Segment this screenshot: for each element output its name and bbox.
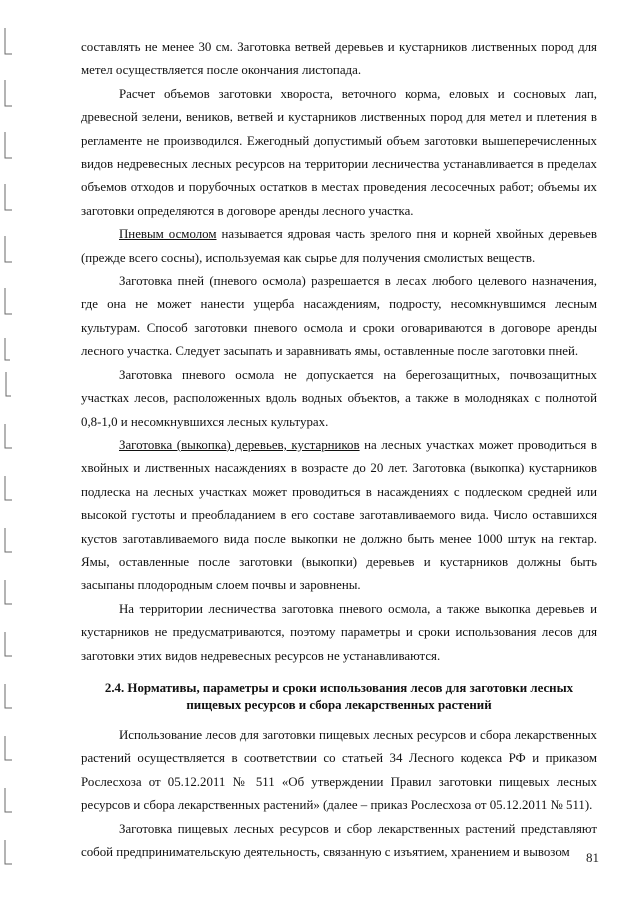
term-zagotovka-vykopka: Заготовка (выкопка) деревьев, кустарников [119, 437, 360, 452]
term-pnevoy-osmol: Пневым осмолом [119, 227, 217, 242]
section-heading [81, 680, 597, 714]
paragraph-4: Заготовка пней (пневого осмола) разрешается в лесах любого целевого назначения, где она не может нанести ущерба насаждениям, подросту, несомкнувшимся лесным культурам. Способ заготовки пневого осмола и сроки оговариваются в договоре аренды лесного участка. Следует засыпать и заравнивать ямы, оставленные после заготовки пней. [81, 274, 597, 359]
paragraph-2: Расчет объемов заготовки хвороста, веточного корма, еловых и сосновых лап, древесной зелени, веников, ветвей и кустарников лиственных пород для метел и плетения в регламенте не производился. Ежегодный допустимый объем заготовки вышеперечисленных видов недревесных лесных ресурсов на территории лесничества устанавливается в пределах объемов отходов и порубочных остатков в местах проведения лесосечных работ; объемы их заготовки определяются в договоре аренды лесного участка. [81, 86, 597, 218]
paragraph-7: На территории лесничества заготовка пневого осмола, а также выкопка деревьев и кустарников не предусматриваются, поэтому параметры и сроки использования лесов для заготовки этих видов недревесных ресурсов не устанавливаются. [81, 601, 597, 663]
paragraph-5: Заготовка пневого осмола не допускается на берегозащитных, почвозащитных участках лесов, расположенных вдоль водных объектов, а также в молодняках с полнотой 0,8-1,0 и несомкнувшихся лесных культурах. [81, 367, 597, 429]
body-text [81, 36, 597, 864]
paragraph-8: Использование лесов для заготовки пищевых лесных ресурсов и сбора лекарственных растений осуществляется в соответствии со статьей 34 Лесного кодекса РФ и приказом Рослесхоза от 05.12.2011 № 511 «Об утверждении Правил заготовки пищевых лесных ресурсов и сбора лекарственных растений» (далее – приказ Рослесхоза от 05.12.2011 № 511). [81, 727, 597, 813]
binding-marks [0, 0, 24, 905]
paragraph-3-text: называется ядровая часть зрелого пня и корней хвойных деревьев (прежде всего сосны), используемая как сырье для получения смолистых веществ. [81, 227, 597, 265]
paragraph-6-text: на лесных участках может проводиться в хвойных и лиственных насаждениях в возрасте до 20 лет. Заготовка (выкопка) кустарников подлеска на лесных участках может проводиться в насаждениях с подлеском средней или высокой густоты и преобладанием в его составе заготавливаемого вида. Число оставшихся кустов заготавливаемого вида после выкопки не должно быть менее 1000 штук на гектар. Ямы, оставленные после заготовки (выкопки) деревьев и кустарников должны быть засыпаны плодородным слоем почвы и заровнены. [81, 437, 597, 593]
paragraph-1: составлять не менее 30 см. Заготовка ветвей деревьев и кустарников лиственных пород для метел осуществляется после окончания листопада. [81, 40, 597, 78]
paragraph-3 [81, 223, 597, 270]
paragraph-9: Заготовка пищевых лесных ресурсов и сбор лекарственных растений представляют собой предпринимательскую деятельность, связанную с изъятием, хранением и вывозом [81, 821, 597, 859]
section-heading-line-1: 2.4. Нормативы, параметры и сроки использования лесов для заготовки лесных [104, 680, 574, 695]
paragraph-6 [81, 434, 597, 598]
section-heading-line-2: пищевых ресурсов и сбора лекарственных растений [186, 697, 492, 712]
page-number: 81 [586, 850, 599, 865]
